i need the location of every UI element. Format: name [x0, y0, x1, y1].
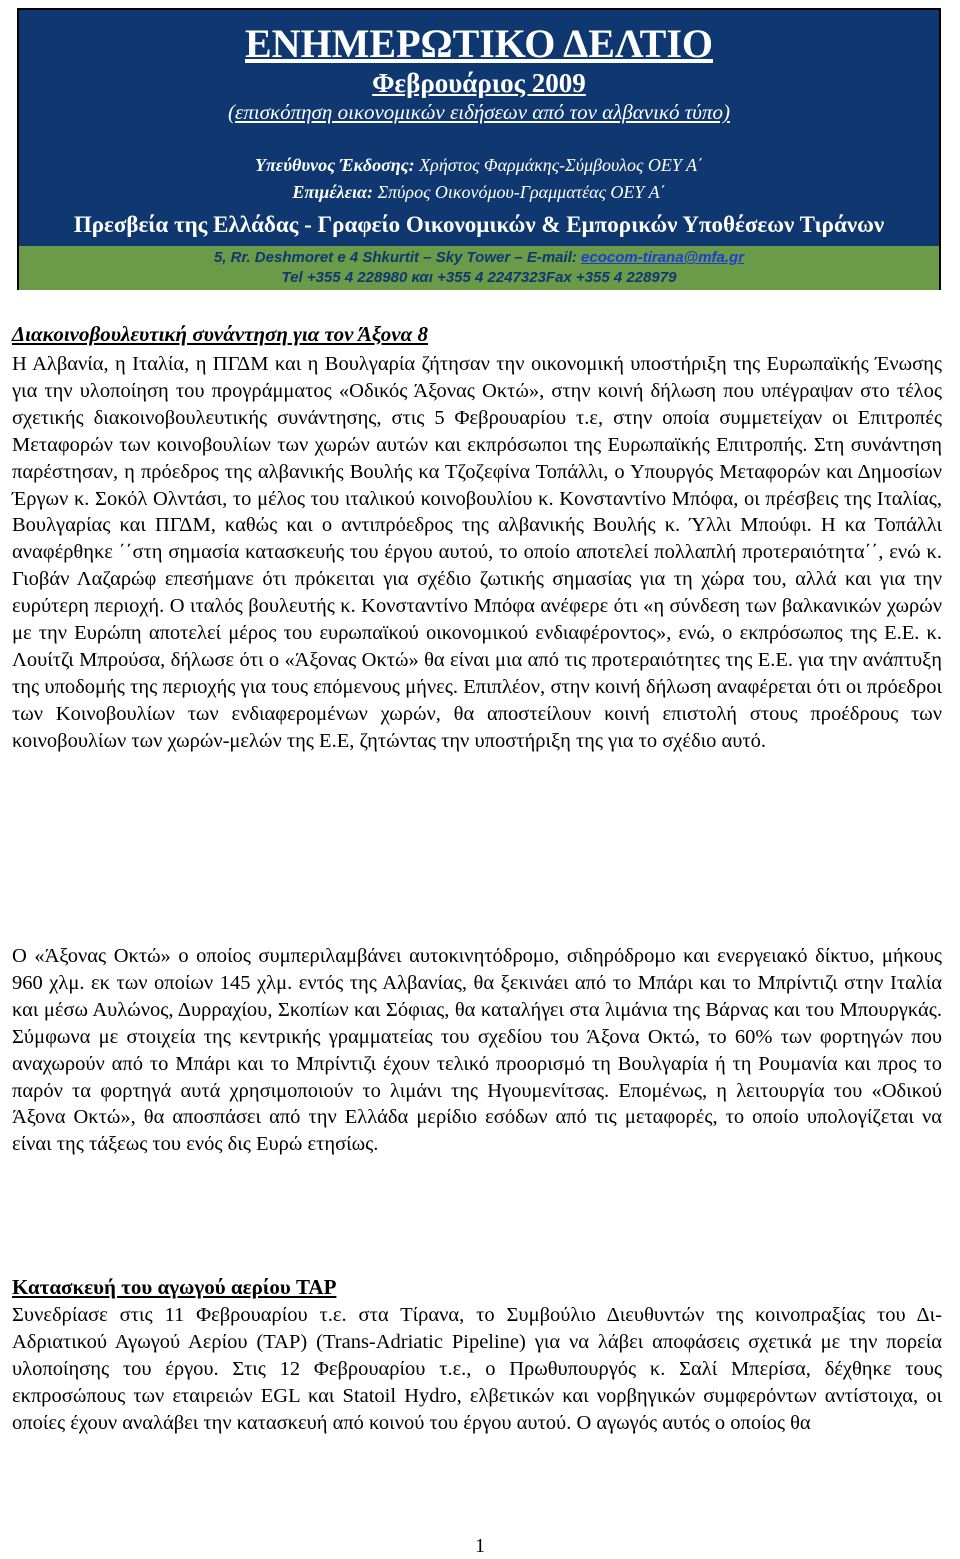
section1-paragraph-1: Η Αλβανία, η Ιταλία, η ΠΓΔΜ και η Βουλγαρία ζήτησαν την οικονομική υποστήριξη της Ευρωπαϊκής Ένωσης για την υλοποίηση του προγράμματος «Οδικός Άξονας Οκτώ», στην κοινή δήλωση που υπέγραψαν στο τέλος σχετικής διακοινοβουλευτικής συνάντησης, στις 5 Φεβρουαρίου τ.ε, στην οποία συμμετείχαν οι Επιτροπές Μεταφορών των κοινοβουλίων των χωρών αυτών και εκπρόσωποι της Ευρωπαϊκής Επιτροπής. Στη συνάντηση παρέστησαν, η πρόεδρος της αλβανικής Βουλής κα Τζοζεφίνα Τοπάλλι, ο Υπουργός Μεταφορών και Δημοσίων Έργων κ. Σοκόλ Ολντάσι, το μέλος του ιταλικού κοινοβουλίου κ. Κονσταντίνο Μπόφα, οι πρέσβεις της Ιταλίας, Βουλγαρίας και ΠΓΔΜ, καθώς και ο αντιπρόεδρος της αλβανικής Βουλής κ. Ύλλι Μπούφι. Η κα Τοπάλλι αναφέρθηκε ΄΄στη σημασία κατασκευής του έργου αυτού, το οποίο αποτελεί πολλαπλή προτεραιότητα΄΄, ενώ κ. Γιοβάν Λαζαρώφ επεσήμανε ότι πρόκειται για σχέδιο ζωτικής σημασίας για τη χώρα του, αλλά και για την ευρύτερη περιοχή. Ο ιταλός βουλευτής κ. Κονσταντίνο Μπόφα ανέφερε ότι «η σύνδεση των βαλκανικών χωρών με την Ευρώπη αποτελεί μέρος του ευρωπαϊκού οικονομικού ενδιαφέροντος», ενώ, ο εκπρόσωπος της Ε.Ε. κ. Λουίτζι Μπρούσα, δήλωσε ότι ο «Άξονας Οκτώ» θα είναι μια από τις προτεραιότητες της Ε.Ε. για την ανάπτυξη της υποδομής της περιοχής για τους επόμενους μήνες. Επιπλέον, στην κοινή δήλωση αναφέρεται ότι οι πρόεδροι των Κοινοβουλίων των ενδιαφερομένων χωρών, θα αποστείλουν κοινή επιστολή στους προέδρους των κοινοβουλίων των χωρών-μελών της Ε.Ε, ζητώντας την υποστήριξη της για το σχέδιο αυτό.	[12, 353, 942, 752]
newsletter-header	[17, 8, 941, 290]
publisher-label: Υπεύθυνος Έκδοσης:	[254, 155, 415, 175]
editor-name: Σπύρος Οικονόμου-Γραμματέας ΟΕΥ Α΄	[372, 182, 666, 202]
issue-month: Φεβρουάριος 2009	[372, 68, 586, 98]
address-line	[19, 249, 939, 266]
embassy-office-name: Πρεσβεία της Ελλάδας - Γραφείο Οικονομικών & Εμπορικών Υποθέσεων Τιράνων	[73, 212, 885, 237]
page-number: 1	[475, 1535, 485, 1557]
editor-line	[19, 182, 939, 203]
publisher-line	[19, 155, 939, 176]
newsletter-title: ΕΝΗΜΕΡΩΤΙΚΟ ΔΕΛΤΙΟ	[244, 21, 714, 66]
section2-paragraph-1: Συνεδρίασε στις 11 Φεβρουαρίου τ.ε. στα Τίρανα, το Συμβούλιο Διευθυντών της κοινοπραξίας του Δι-Αδριατικού Αγωγού Αερίου (ΤΑΡ) (Trans-Adriatic Pipeline) για να λάβει αποφάσεις σχετικά με την πορεία υλοποίησης του έργου. Στις 12 Φεβρουαρίου τ.ε., ο Πρωθυπουργός κ. Σαλί Μπερίσα, δέχθηκε τους εκπροσώπους των εταιρειών EGL και Statoil Hydro, ελβετικών και νορβηγικών συμφερόντων αντίστοιχα, οι οποίες έχουν αναλάβει την κατασκευή από κοινού του έργου αυτού. Ο αγωγός αυτός ο οποίος θα	[12, 1304, 942, 1434]
newsletter-subtitle: (επισκόπηση οικονομικών ειδήσεων από τον αλβανικό τύπο)	[228, 100, 730, 124]
section1-paragraph-2: Ο «Άξονας Οκτώ» ο οποίος συμπεριλαμβάνει αυτοκινητόδρομο, σιδηρόδρομο και ενεργειακό δίκτυο, μήκους 960 χλμ. εκ των οποίων 145 χλμ. εντός της Αλβανίας, θα ξεκινάει από το Μπάρι και το Μπρίντιζι στην Ιταλία και μέσω Αυλώνος, Δυρραχίου, Σκοπίων και Σόφιας, θα καταλήγει στα λιμάνια της Βάρνας και του Μπουργκάς. Σύμφωνα με στοιχεία της κεντρικής γραμματείας του σχεδίου του Άξονα Οκτώ, το 60% των φορτηγών που αναχωρούν από το Μπάρι και το Μπρίντιζι έχουν τελικό προορισμό τη Βουλγαρία ή τη Ρουμανία και προς το παρόν τα φορτηγά αυτά χρησιμοποιούν το λιμάνι της Ηγουμενίτσας. Επομένως, η λειτουργία του «Οδικού Άξονα Οκτώ», θα αποσπάσει από την Ελλάδα μερίδιο εσόδων από τις μεταφορές, το οποίο υπολογίζεται να είναι της τάξεως του ενός δις Ευρώ ετησίως.	[12, 945, 942, 1156]
address-text: 5, Rr. Deshmoret e 4 Shkurtit – Sky Tower – E-mail:	[213, 249, 582, 266]
section-heading-axis-8: Διακοινοβουλευτική συνάντηση για τον Άξονα 8	[12, 322, 428, 346]
publisher-name: Χρήστος Φαρμάκης-Σύμβουλος ΟΕΥ Α΄	[414, 155, 704, 175]
contact-strip	[19, 246, 939, 290]
email-link[interactable]: ecocom-tirana@mfa.gr	[581, 249, 745, 266]
phone-line: Tel +355 4 228980 και +355 4 2247323Fax +355 4 228979	[281, 269, 677, 286]
editor-label: Επιμέλεια:	[292, 182, 373, 202]
section-heading-tap-pipeline: Κατασκευή του αγωγού αερίου TAP	[12, 1275, 337, 1299]
